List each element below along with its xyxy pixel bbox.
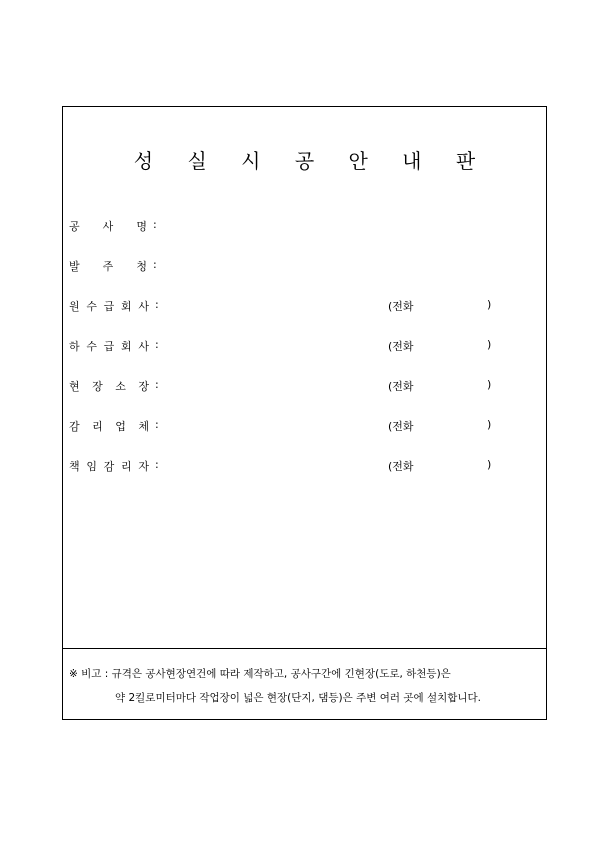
field-label-char: 책 [69, 460, 80, 473]
field-label-char: 수 [86, 300, 97, 313]
field-label-char: 청 [136, 260, 147, 273]
field-label-char: 하 [69, 340, 80, 353]
field-label-char: 현 [69, 380, 80, 393]
field-row [69, 418, 539, 434]
field-row [69, 258, 539, 274]
field-row [69, 338, 539, 354]
field-label [69, 258, 147, 274]
field-label-char: 장 [138, 380, 149, 393]
field-label-char: 수 [86, 340, 97, 353]
notice-board-form [62, 106, 547, 720]
field-label-char: 발 [69, 260, 80, 273]
field-colon: : [155, 338, 159, 351]
field-row [69, 378, 539, 394]
phone-label: (전화 [388, 380, 414, 393]
field-label-char: 사 [138, 300, 149, 313]
field-label [69, 338, 149, 354]
field-label-char: 체 [138, 420, 149, 433]
field-label-char: 명 [136, 220, 147, 233]
note-divider [63, 648, 546, 649]
field-label [69, 298, 149, 314]
field-label-char: 공 [69, 220, 80, 233]
field-colon: : [155, 458, 159, 471]
field-label-char: 리 [120, 460, 132, 473]
field-label-char: 업 [115, 420, 126, 433]
note-line-1: ※ 비고 : 규격은 공사현장연건에 따라 제작하고, 공사구간에 긴현장(도로, 하천등)은 [69, 668, 451, 680]
field-label-char: 사 [102, 220, 114, 233]
phone-close-paren: ) [487, 298, 492, 311]
field-colon: : [155, 298, 159, 311]
field-label-char: 장 [92, 380, 103, 393]
field-colon: : [153, 258, 157, 271]
field-label-char: 리 [92, 420, 103, 433]
field-label [69, 458, 149, 474]
field-label-char: 회 [120, 300, 132, 313]
field-row [69, 298, 539, 314]
form-title: 성 실 시 공 안 내 판 [133, 149, 490, 173]
phone-label: (전화 [388, 460, 414, 473]
phone-close-paren: ) [487, 338, 492, 351]
phone-close-paren: ) [487, 458, 492, 471]
field-label-char: 주 [102, 260, 114, 273]
phone-label: (전화 [388, 300, 414, 313]
phone-label: (전화 [388, 420, 414, 433]
field-label-char: 소 [115, 380, 126, 393]
field-label-char: 급 [103, 340, 115, 353]
field-label-char: 원 [69, 300, 80, 313]
field-row [69, 218, 539, 234]
field-label [69, 218, 147, 234]
field-label-char: 감 [103, 460, 115, 473]
field-label-char: 회 [120, 340, 132, 353]
phone-close-paren: ) [487, 418, 492, 431]
field-label-char: 급 [103, 300, 115, 313]
field-colon: : [155, 418, 159, 431]
note-line-2: 약 2킬로미터마다 작업장이 넓은 현장(단지, 댐등)은 주변 여러 곳에 설치합니다. [115, 692, 482, 704]
field-label-char: 자 [138, 460, 149, 473]
field-label [69, 418, 149, 434]
phone-close-paren: ) [487, 378, 492, 391]
field-colon: : [153, 218, 157, 231]
field-label-char: 임 [86, 460, 97, 473]
phone-label: (전화 [388, 340, 414, 353]
field-label [69, 378, 149, 394]
field-label-char: 감 [69, 420, 80, 433]
field-colon: : [155, 378, 159, 391]
field-label-char: 사 [138, 340, 149, 353]
field-row [69, 458, 539, 474]
